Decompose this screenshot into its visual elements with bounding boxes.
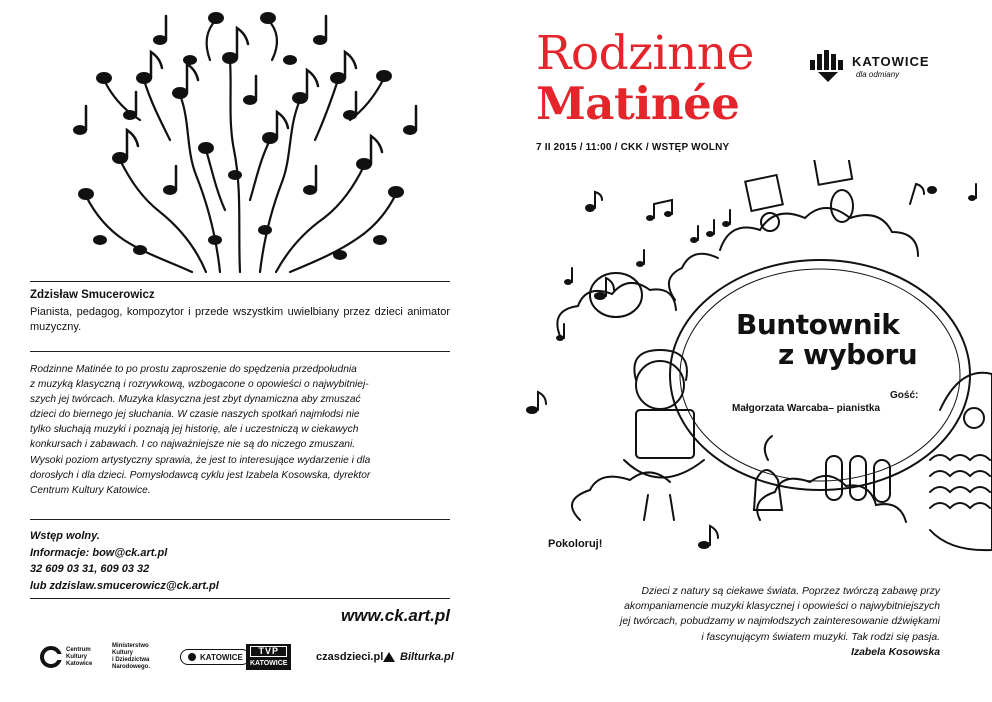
- title-matinee: Matinée: [536, 77, 740, 130]
- divider: [30, 281, 450, 282]
- about-line: Wysoki poziom artystyczny sprawia, że jest to interesujące wydarzenie i dla: [30, 454, 371, 466]
- quote-author: Izabela Kosowska: [851, 646, 940, 658]
- contact-alt-email[interactable]: lub zdzislaw.smucerowicz@ck.art.pl: [30, 579, 219, 592]
- event-title-line1: Buntownik: [736, 308, 900, 341]
- quote-line: jej twórcach, pobudzamy w najmłodszych zainteresowanie dźwiękami: [620, 616, 940, 628]
- logo-biturka: [382, 640, 454, 674]
- bio-name: Zdzisław Smucerowicz: [30, 289, 155, 301]
- about-line: dzieci do biernego jej słuchania. W czasie naszych spotkań najmłodsi nie: [30, 409, 360, 421]
- contact-block: [30, 528, 219, 594]
- city-tagline: dla odmiany: [856, 70, 900, 79]
- contact-email[interactable]: Informacje: bow@ck.art.pl: [30, 546, 168, 559]
- logo-text: Kultury: [112, 650, 133, 656]
- quote-block: [520, 584, 940, 660]
- logo-text: Ministerstwo: [112, 643, 149, 649]
- logo-text: Katowice: [66, 660, 93, 667]
- website-link[interactable]: www.ck.art.pl: [341, 606, 450, 625]
- about-line: dorosłych i dla dzieci. Pomysłodawcą cyklu jest Izabela Kosowska, dyrektor: [30, 469, 371, 481]
- logo-text: Narodowego.: [112, 664, 151, 670]
- about-line: z muzyką klasyczną i rozrywkową, wzbogacone o opowieści o najwybitniej-: [30, 379, 369, 391]
- divider: [30, 598, 450, 599]
- logo-text: KATOWICE: [200, 652, 243, 662]
- about-line: Centrum Kultury Katowice.: [30, 484, 151, 496]
- logo-text: Bilturka.pl: [400, 651, 454, 663]
- logo-text: Centrum: [66, 646, 91, 653]
- logo-text: TVP: [250, 646, 287, 657]
- logo-ministry: [112, 640, 150, 674]
- quote-line: i fascynującym światem muzyki. Tak rodzi się pasja.: [701, 631, 940, 643]
- guest-label: Gość:: [890, 390, 919, 401]
- about-line: tylko słuchają muzyki i poznają jej historię, ale i uczestniczą w ciekawych: [30, 424, 359, 436]
- coloring-prompt: Pokoloruj!: [548, 538, 603, 550]
- event-title-line2: z wyboru: [778, 338, 918, 371]
- coloring-illustration: [520, 160, 992, 560]
- about-paragraph: [30, 362, 450, 498]
- about-line: konkursach i zabawach. I co najważniejsze nie są do niczego zmuszani.: [30, 439, 356, 451]
- divider: [30, 351, 450, 352]
- logo-text: i Dziedzictwa: [112, 657, 150, 663]
- logo-tvp: [246, 640, 291, 674]
- city-name: KATOWICE: [852, 54, 930, 69]
- radio-icon: [187, 652, 197, 662]
- divider: [30, 519, 450, 520]
- quote-line: akompaniamencie muzyki klasycznej i opowieści o najwybitniejszych: [624, 601, 940, 613]
- music-note-tree-illustration: [20, 0, 460, 275]
- logo-text: KATOWICE: [250, 660, 288, 667]
- title-rodzinne: Rodzinne: [536, 26, 754, 81]
- free-entry: Wstęp wolny.: [30, 530, 100, 542]
- logo-text: Kultury: [66, 653, 87, 660]
- biturka-icon: [382, 651, 396, 663]
- about-line: szych jej twórcach. Muzyka klasyczna jest zbyt dynamiczna aby zmuszać: [30, 394, 361, 406]
- contact-phones: 32 609 03 31, 609 03 32: [30, 563, 150, 575]
- quote-line: Dzieci z natury są ciekawe świata. Poprzez twórczą zabawę przy: [641, 586, 940, 597]
- logo-ckk: [40, 640, 92, 674]
- ckk-logo-icon: [40, 646, 62, 668]
- event-dateline: 7 II 2015 / 11:00 / CKK / WSTĘP WOLNY: [536, 142, 730, 153]
- katowice-logo-icon: [808, 48, 848, 84]
- logo-czasdzieci: [316, 640, 383, 674]
- logo-text: czasdzieci.pl: [316, 651, 384, 663]
- bio-description: Pianista, pedagog, kompozytor i przede wszystkim uwielbiany przez dzieci animator muzyczny.: [30, 306, 450, 333]
- about-line: Rodzinne Matinée to po prostu zaproszenie do spędzenia przedpołudnia: [30, 364, 357, 375]
- guest-name: Małgorzata Warcaba– pianistka: [732, 403, 881, 414]
- logo-polskie-radio: [180, 640, 250, 674]
